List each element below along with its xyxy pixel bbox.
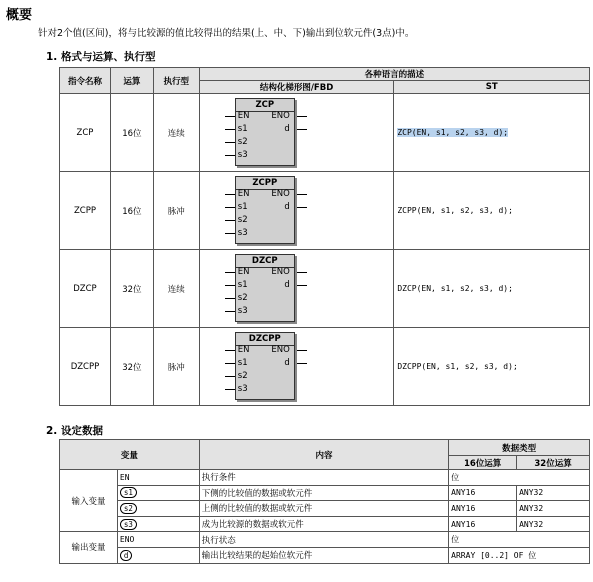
operation-bits: 16位 — [110, 94, 153, 172]
header-instruction-name: 指令名称 — [60, 68, 111, 94]
st-code — [394, 328, 590, 406]
intro-text: 针对2个值(区间)，将与比较源的值比较得出的结果(上、中、下)输出到位软元件(3点)中。 — [38, 28, 415, 39]
operation-bits: 16位 — [110, 172, 153, 250]
wire-eno — [295, 272, 307, 273]
header-operation: 运算 — [110, 68, 153, 94]
section-heading-settings: 2. 设定数据 — [46, 425, 103, 437]
function-block-diagram — [225, 98, 295, 166]
variable-content: 成为比较源的数据或软元件 — [199, 516, 448, 532]
pin-d: d — [284, 124, 290, 134]
variable-name — [117, 485, 199, 501]
pin-en: EN — [237, 189, 250, 199]
pin-en: EN — [237, 267, 250, 277]
variable-symbol: s2 — [120, 503, 137, 514]
header-data-type: 数据类型 — [449, 440, 590, 456]
header-variable: 变量 — [60, 440, 200, 470]
table-row — [60, 328, 590, 406]
wire-en — [225, 194, 235, 195]
st-code-text: ZCPP(EN, s1, s2, s3, d); — [397, 206, 513, 215]
exec-type: 脉冲 — [153, 172, 199, 250]
wire-s1 — [225, 363, 235, 364]
operation-bits: 32位 — [110, 250, 153, 328]
pin-eno: ENO — [271, 345, 290, 355]
wire-s2 — [225, 142, 235, 143]
pin-s3: s3 — [237, 150, 248, 160]
fbd-cell — [199, 94, 394, 172]
header-language-desc: 各种语言的描述 — [199, 68, 589, 81]
function-block-diagram — [225, 254, 295, 322]
wire-s1 — [225, 285, 235, 286]
st-code — [394, 172, 590, 250]
data-type: 位 — [449, 532, 590, 548]
pin-d: d — [284, 280, 290, 290]
header-content: 内容 — [199, 440, 448, 470]
variable-content: 执行状态 — [199, 532, 448, 548]
variable-content: 下侧的比较值的数据或软元件 — [199, 485, 448, 501]
wire-d — [295, 285, 307, 286]
block-name: DZCPP — [248, 334, 281, 344]
function-block-diagram — [225, 332, 295, 400]
wire-d — [295, 363, 307, 364]
section-heading-format: 1. 格式与运算、执行型 — [46, 51, 156, 63]
table-row — [60, 172, 590, 250]
variable-name: EN — [117, 470, 199, 486]
pin-d: d — [284, 358, 290, 368]
wire-s1 — [225, 129, 235, 130]
variable-name: ENO — [117, 532, 199, 548]
table-row — [60, 516, 590, 532]
variable-name — [117, 516, 199, 532]
wire-s3 — [225, 233, 235, 234]
wire-en — [225, 350, 235, 351]
table-row — [60, 501, 590, 517]
wire-s2 — [225, 376, 235, 377]
function-block — [235, 176, 295, 244]
wire-en — [225, 116, 235, 117]
wire-eno — [295, 194, 307, 195]
st-code — [394, 250, 590, 328]
st-code — [394, 94, 590, 172]
wire-s1 — [225, 207, 235, 208]
header-16bit: 16位运算 — [449, 456, 517, 470]
page-title: 概要 — [6, 8, 33, 23]
pin-eno: ENO — [271, 111, 290, 121]
wire-s3 — [225, 155, 235, 156]
variable-name — [117, 501, 199, 517]
wire-d — [295, 207, 307, 208]
wire-s3 — [225, 311, 235, 312]
function-block — [235, 332, 295, 400]
settings-table — [59, 439, 590, 564]
pin-s3: s3 — [237, 228, 248, 238]
st-code-text: DZCP(EN, s1, s2, s3, d); — [397, 284, 513, 293]
function-block — [235, 254, 295, 322]
variable-symbol: s1 — [120, 487, 137, 498]
wire-d — [295, 129, 307, 130]
pin-d: d — [284, 202, 290, 212]
pin-s1: s1 — [237, 124, 248, 134]
variable-symbol: s3 — [120, 519, 137, 530]
wire-eno — [295, 350, 307, 351]
data-type-16bit: ANY16 — [449, 516, 517, 532]
pin-eno: ENO — [271, 267, 290, 277]
exec-type: 连续 — [153, 94, 199, 172]
data-type: 位 — [449, 470, 590, 486]
block-name: DZCP — [251, 256, 278, 266]
variable-content: 输出比较结果的起始位软元件 — [199, 547, 448, 563]
pin-s2: s2 — [237, 371, 248, 381]
fbd-cell — [199, 250, 394, 328]
block-name: ZCPP — [252, 178, 278, 188]
data-type-32bit: ANY32 — [517, 485, 590, 501]
instruction-name: ZCP — [60, 94, 111, 172]
pin-s3: s3 — [237, 384, 248, 394]
variable-content: 上侧的比较值的数据或软元件 — [199, 501, 448, 517]
data-type-16bit: ANY16 — [449, 501, 517, 517]
instruction-name: ZCPP — [60, 172, 111, 250]
pin-s2: s2 — [237, 293, 248, 303]
variable-name — [117, 547, 199, 563]
variable-content: 执行条件 — [199, 470, 448, 486]
function-block — [235, 98, 295, 166]
table-row — [60, 94, 590, 172]
header-st: ST — [394, 81, 590, 94]
data-type-32bit: ANY32 — [517, 516, 590, 532]
wire-en — [225, 272, 235, 273]
table-row — [60, 485, 590, 501]
data-type-32bit: ANY32 — [517, 501, 590, 517]
function-block-diagram — [225, 176, 295, 244]
table-row — [60, 547, 590, 563]
pin-s3: s3 — [237, 306, 248, 316]
header-exec-type: 执行型 — [153, 68, 199, 94]
table-row — [60, 532, 590, 548]
operation-bits: 32位 — [110, 328, 153, 406]
pin-en: EN — [237, 345, 250, 355]
exec-type: 脉冲 — [153, 328, 199, 406]
table-row — [60, 250, 590, 328]
pin-s2: s2 — [237, 137, 248, 147]
st-code-text: ZCP(EN, s1, s2, s3, d); — [397, 128, 509, 137]
header-fbd: 结构化梯形图/FBD — [199, 81, 394, 94]
data-type-16bit: ANY16 — [449, 485, 517, 501]
pin-en: EN — [237, 111, 250, 121]
st-code-text: DZCPP(EN, s1, s2, s3, d); — [397, 362, 518, 371]
instruction-name: DZCP — [60, 250, 111, 328]
data-type: ARRAY [0..2] OF 位 — [449, 547, 590, 563]
wire-s2 — [225, 298, 235, 299]
pin-s2: s2 — [237, 215, 248, 225]
wire-eno — [295, 116, 307, 117]
group-input-variables: 输入变量 — [60, 470, 118, 532]
group-output-variables: 输出变量 — [60, 532, 118, 563]
wire-s3 — [225, 389, 235, 390]
pin-s1: s1 — [237, 358, 248, 368]
pin-s1: s1 — [237, 280, 248, 290]
format-table — [59, 67, 590, 406]
fbd-cell — [199, 328, 394, 406]
exec-type: 连续 — [153, 250, 199, 328]
pin-eno: ENO — [271, 189, 290, 199]
table-row — [60, 470, 590, 486]
variable-symbol: d — [120, 550, 133, 561]
header-32bit: 32位运算 — [517, 456, 590, 470]
wire-s2 — [225, 220, 235, 221]
pin-s1: s1 — [237, 202, 248, 212]
block-name: ZCP — [255, 100, 275, 110]
fbd-cell — [199, 172, 394, 250]
instruction-name: DZCPP — [60, 328, 111, 406]
